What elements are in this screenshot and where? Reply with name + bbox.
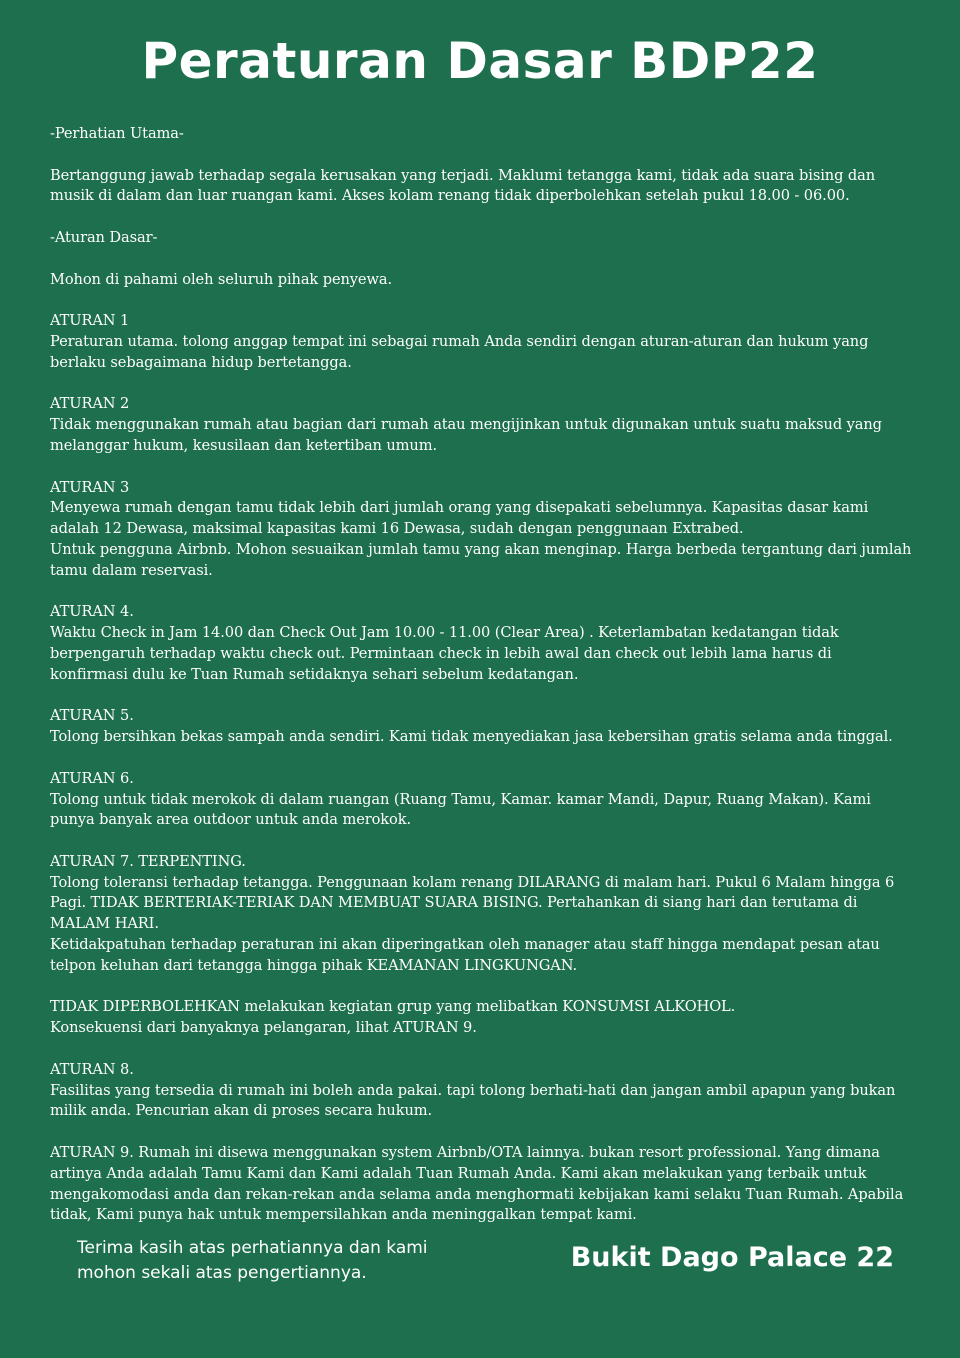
basic-rules-intro: Mohon di pahami oleh seluruh pihak penyewa. (50, 270, 393, 288)
rule-5-text: Tolong bersihkan bekas sampah anda sendiri. Kami tidak menyediakan jasa kebersihan gratis selama anda tinggal. (50, 728, 893, 746)
thank-you-line-1: Terima kasih atas perhatiannya dan kami (77, 1238, 428, 1258)
rule-2-text: Tidak menggunakan rumah atau bagian dari rumah atau mengijinkan untuk digunakan untuk suatu maksud yang melanggar hukum, kesusilaan dan ketertiban umum. (50, 416, 882, 454)
rule-7-text-tolerance: Tolong toleransi terhadap tetangga. Penggunaan kolam renang DILARANG di malam hari. Pukul 6 Malam hingga 6 Pagi. TIDAK BERTERIAK-TERIAK DAN MEMBUAT SUARA BISING. Pertahankan di siang hari dan terutama di MALAM HARI. (50, 873, 895, 933)
rule-7-text-warning: Ketidakpatuhan terhadap peraturan ini akan diperingatkan oleh manager atau staff hingga mendapat pesan atau telpon keluhan dari tetangga hingga pihak KEAMANAN LINGKUNGAN. (50, 936, 880, 974)
rule-3-text-airbnb: Untuk pengguna Airbnb. Mohon sesuaikan jumlah tamu yang akan menginap. Harga berbeda tergantung dari jumlah tamu dalam reservasi. (50, 540, 912, 579)
rule-6 (50, 769, 912, 831)
rule-6-text: Tolong untuk tidak merokok di dalam ruangan (Ruang Tamu, Kamar. kamar Mandi, Dapur, Ruang Makan). Kami punya banyak area outdoor untuk anda merokok. (50, 790, 871, 829)
rule-7-heading: ATURAN 7. TERPENTING. (50, 852, 246, 870)
rule-8-heading: ATURAN 8. (50, 1060, 134, 1078)
rule-9 (50, 1143, 912, 1226)
rule-2-heading: ATURAN 2 (50, 395, 130, 413)
rule-4-heading: ATURAN 4. (50, 603, 134, 621)
rule-4-text: Waktu Check in Jam 14.00 dan Check Out Jam 10.00 - 11.00 (Clear Area) . Keterlambatan kedatangan tidak berpengaruh terhadap waktu check out. Permintaan check in lebih awal dan check out lebih lama harus di konfirmasi dulu ke Tuan Rumah setidaknya sehari sebelum kedatangan. (50, 624, 839, 683)
rule-1-text: Peraturan utama. tolong anggap tempat ini sebagai rumah Anda sendiri dengan aturan-aturan dan hukum yang berlaku sebagaimana hidup bertetangga. (50, 332, 869, 371)
rule-7-alcohol (50, 997, 912, 1039)
rule-5 (50, 706, 912, 748)
thank-you-note (77, 1236, 507, 1286)
rule-6-heading: ATURAN 6. (50, 769, 134, 787)
rule-5-heading: ATURAN 5. (50, 707, 134, 725)
rule-8 (50, 1060, 912, 1122)
rule-4 (50, 602, 912, 685)
rule-7 (50, 852, 912, 977)
page-title: Peraturan Dasar BDP22 (141, 32, 819, 90)
basic-rules-heading: -Aturan Dasar- (50, 228, 158, 246)
rule-1-heading: ATURAN 1 (50, 312, 130, 330)
brand-name: Bukit Dago Palace 22 (570, 1242, 894, 1273)
main-notice-heading: -Perhatian Utama- (50, 125, 184, 142)
rule-7-text-consequence: Konsekuensi dari banyaknya pelangaran, lihat ATURAN 9. (50, 1019, 477, 1037)
thank-you-line-2: mohon sekali atas pengertiannya. (77, 1263, 367, 1283)
rule-3 (50, 478, 912, 582)
rule-9-text: ATURAN 9. Rumah ini disewa menggunakan system Airbnb/OTA lainnya. bukan resort professional. Yang dimana artinya Anda adalah Tamu Kami dan Kami adalah Tuan Rumah Anda. Kami akan melakukan yang terbaik untuk mengakomodasi anda dan rekan-rekan anda selama anda menghormati kebijakan kami selaku Tuan Rumah. Apabila tidak, Kami punya hak untuk mempersilahkan anda meninggalkan tempat kami. (50, 1144, 904, 1224)
rule-2 (50, 394, 912, 456)
rule-3-heading: ATURAN 3 (50, 478, 130, 496)
rule-1 (50, 311, 912, 373)
rules-body (50, 124, 912, 1226)
main-notice-text: Bertanggung jawab terhadap segala kerusakan yang terjadi. Maklumi tetangga kami, tidak ada suara bising dan musik di dalam dan luar ruangan kami. Akses kolam renang tidak diperbolehkan setelah pukul 18.00 - 06.00. (50, 166, 876, 205)
rule-8-text: Fasilitas yang tersedia di rumah ini boleh anda pakai. tapi tolong berhati-hati dan jangan ambil apapun yang bukan milik anda. Pencurian akan di proses secara hukum. (50, 1081, 896, 1120)
rule-7-text-alcohol: TIDAK DIPERBOLEHKAN melakukan kegiatan grup yang melibatkan KONSUMSI ALKOHOL. (50, 998, 736, 1016)
rule-3-text-capacity: Menyewa rumah dengan tamu tidak lebih dari jumlah orang yang disepakati sebelumnya. Kapasitas dasar kami adalah 12 Dewasa, maksimal kapasitas kami 16 Dewasa, sudah dengan penggunaan Extrabed. (50, 499, 869, 538)
